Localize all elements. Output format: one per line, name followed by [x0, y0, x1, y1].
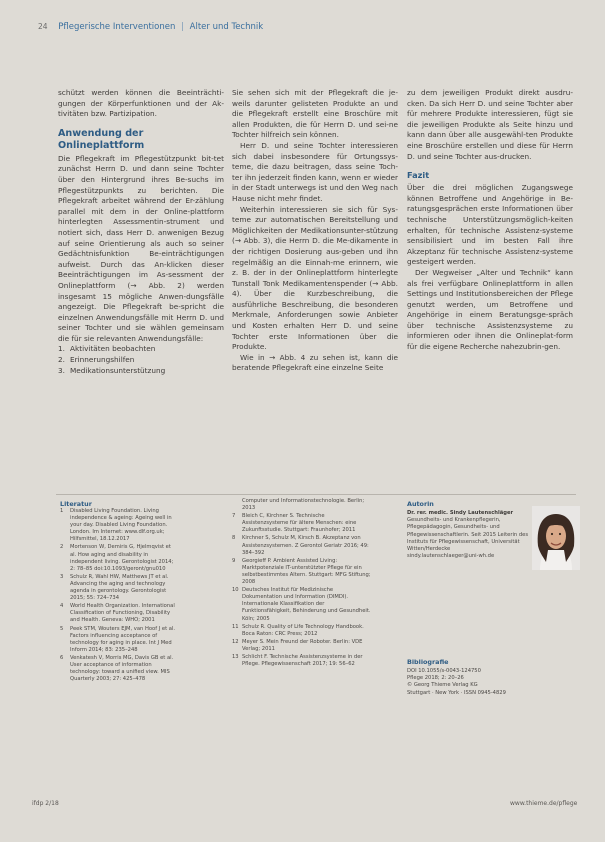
bibliography-heading: Bibliografie [407, 658, 449, 666]
author-info [407, 510, 529, 560]
paragraph: schützt werden können die Beeinträchti-gungen der Körperfunktionen und der Ak-tivitäten bzw. Partizipation. [58, 88, 224, 119]
use-case-list [58, 344, 224, 376]
header-section: Pflegerische Interventionen [58, 22, 176, 32]
reference-item: 1 Disabled Living Foundation. Living independence & ageing: Ageing well in your day. Disabled Living Foundation. London. Im Internet: www.dlf.org.uk; Hilfsmittel, 18.12.2017 [60, 508, 172, 543]
list-item: 2. Erinnerungshilfen [58, 355, 135, 365]
paragraph: Der Wegweiser „Alter und Technik“ kann als frei verfügbare Onlineplattform in allen Settings und Institutionsbereichen der Pflege genutzt werden, um Betroffene und Angehörige in einem Beratungsge-spräch über technische Assistenzsysteme zu informieren oder ihnen die Onlineplat-form für die eigene Recherche nahezubrin-gen. [407, 267, 573, 352]
paragraph: Die Pflegekraft im Pflegestützpunkt bit-tet zunächst Herrn D. und dann seine Tochter über den Hintergrund ihres Be-suchs im Pflegestützpunkts zu berichten. Die Pflegekraft arbeitet während der Er-zählung parallel mit dem in der Online-plattform hinterlegten Assessmentin-strument und notiert sich, dass Herr D. anwenigen Bezug auf seine Orientierung als auch so seiner Gedächtnisfunktion Be-einträchtigungen aufweist. Durch das An-klicken dieser Beeinträchtigungen im As-sessment der Onlineplattform (→ Abb. 2) werden insgesamt 15 mögliche Anwen-dungsfälle angezeigt. Die Pflegekraft be-spricht die einzelnen Anwendungsfälle mit Herrn D. und seiner Tochter und sie wählen gemeinsam die für sie relevanten Anwendungsfälle: [58, 153, 224, 343]
author-photo [532, 506, 580, 570]
text-column-1 [58, 88, 224, 376]
bib-line: © Georg Thieme Verlag KG [407, 682, 478, 689]
reference-item: 11 Schulz R. Quality of Life Technology Handbook. Boca Raton: CRC Press; 2012 [232, 623, 364, 637]
footer-right: www.thieme.de/pflege [510, 800, 578, 807]
section-heading-fazit: Fazit [407, 170, 430, 181]
author-bio: Gesundheits- und Krankenpflegerin, Pflegepädagogin, Gesundheits- und Pflegewissenschaftlerin. Seit 2015 Leiterin des Instituts für Pflegewissenschaft, Universität Witten/Herdecke [407, 517, 529, 553]
author-portrait-icon [532, 506, 580, 570]
list-item: 1. Aktivitäten beobachten [58, 344, 156, 354]
author-email: sindy.lautenschlaeger@uni-wh.de [407, 553, 495, 560]
paragraph: Sie sehen sich mit der Pflegekraft die je-weils darunter gelisteten Produkte an und die Pflegekraft erstellt eine Broschüre mit allen Produkten, die für Herrn D. und sei-ne Tochter hilfreich sein können. [232, 88, 398, 140]
paragraph: Weiterhin interessieren sie sich für Sys-teme zur automatischen Bereitstellung und Möglichkeiten der Medikationsunter-stützung (→ Abb. 3), die Herrn D. die Me-dikamente in der richtigen Dosierung aus-geben und ihn regelmäßig an die Einnah-me erinnern, wie z. B. der in der Onlineplattform hinterlegte Tunstall Tonk Medikamentenspender (→ Abb. 4). Über die Kurzbeschreibung, die ausführliche Beschreibung, die besonderen Merkmale, Anforderungen sowie Anbieter und Kosten erhalten Herr D. und seine Tochter erste Informationen über die Produkte. [232, 204, 398, 352]
references-heading: Literatur [60, 500, 92, 508]
reference-item: 4 World Health Organization. International Classification of Functioning, Disability and Health. Geneva: WHO; 2001 [60, 603, 175, 624]
reference-item: 9 Georgieff P. Ambient Assisted Living: Marktpotenziale IT-unterstützter Pflege für ein selbstbestimmtes Altern. Stuttgart: MFG Stiftung; 2008 [232, 557, 371, 586]
bib-line: Pflege 2018; 2: 20–26 [407, 675, 464, 682]
reference-item: 7 Bleich C, Kirchner S. Technische Assistenzsysteme für ältere Menschen: eine Zukunftsstudie. Stuttgart: Fraunhofer; 2011 [232, 513, 357, 534]
bibliography-info [407, 668, 557, 697]
reference-item: 3 Schulz R, Wahl HW, Matthews JT et al. Advancing the aging and technology agenda in gerontology. Gerontologist 2015; 55: 724–734 [60, 573, 169, 602]
section-heading: Anwendung der Onlineplattform [58, 127, 145, 151]
reference-item: Computer und Informationstechnologie. Berlin; 2013 [242, 498, 365, 512]
reference-item: 10 Deutsches Institut für Medizinische Dokumentation und Information (DIMDI). Internationale Klassifikation der Funktionsfähigkeit, Behinderung und Gesundheit. Köln; 2005 [232, 587, 371, 622]
reference-item: 8 Kirchner S, Schulz M, Kirsch B. Akzeptanz von Assistenzsystemen. Z Gerontol Geriatr 2016; 49: 384–392 [232, 535, 369, 556]
bib-line: DOI 10.1055/s-0043-124750 [407, 668, 481, 674]
author-heading: Autorin [407, 500, 434, 508]
paragraph: zu dem jeweiligen Produkt direkt ausdru-cken. Da sich Herr D. und seine Tochter aber für mehrere Produkte interessieren, fügt sie die jeweiligen Produkte als Seite hinzu und kann dann über alle ausgewähl-ten Produkte eine Broschüre erstellen und diese für Herrn D. und seine Tochter aus-drucken. [407, 88, 573, 161]
text-column-2 [232, 88, 398, 374]
reference-item: 12 Meyer S. Mein Freund der Roboter. Berlin: VDE Verlag; 2011 [232, 638, 363, 652]
text-column-3 [407, 88, 573, 353]
page-number: 24 [38, 22, 48, 31]
running-header [38, 22, 263, 32]
reference-item: 13 Schlicht F. Technische Assistenzsysteme in der Pflege. Pflegewissenschaft 2017; 19: 56–62 [232, 653, 363, 668]
list-item: 3. Medikationsunterstützung [58, 365, 166, 375]
paragraph: Herr D. und seine Tochter interessieren sich dabei insbesondere für Ortungssys-teme, die dazu beitragen, dass seine Toch-ter ihn jederzeit finden kann, wenn er wieder in der Stadt unterwegs ist und den Weg nach Hause nicht mehr findet. [232, 140, 398, 203]
references-column-1 [60, 508, 178, 684]
author-name: Dr. rer. medic. Sindy Lautenschläger [407, 510, 514, 516]
paragraph: Wie in → Abb. 4 zu sehen ist, kann die beratende Pflegekraft eine einzelne Seite [232, 352, 398, 373]
header-separator: | [181, 22, 184, 32]
references-column-2 [232, 498, 372, 669]
reference-item: 2 Mortenson W, Demiris G, Hjelmqvist et al. How aging and disability in independent living. Gerontologist 2014; 2: 78–85 doi:10.1093/geront/gnu010 [60, 544, 174, 572]
footer-left: ifdp 2/18 [32, 800, 59, 807]
bib-line: Stuttgart · New York · ISSN 0945-4829 [407, 689, 506, 696]
reference-item: 5 Peek STM, Wouters EJM, van Hoof J et al. Factors influencing acceptance of technology for aging in place. Int J Med Inform 2014; 83: 235–248 [60, 625, 176, 653]
reference-item: 6 Venkatesh V, Morris MG, Davis GB et al. User acceptance of information technology: toward a unified view. MIS Quarterly 2003; 27: 425–478 [60, 654, 174, 683]
paragraph: Über die drei möglichen Zugangswege können Betroffene und Angehörige in Be-ratungsgesprächen erste Informationen über technische Unterstützungsmöglich-keiten erhalten, für technische Assistenz-systeme sensibilisiert und im besten Fall ihre Akzeptanz für technische Assistenz-systeme gesteigert werden. [407, 183, 573, 267]
section-divider [56, 494, 576, 495]
header-subsection: Alter und Technik [189, 22, 264, 32]
